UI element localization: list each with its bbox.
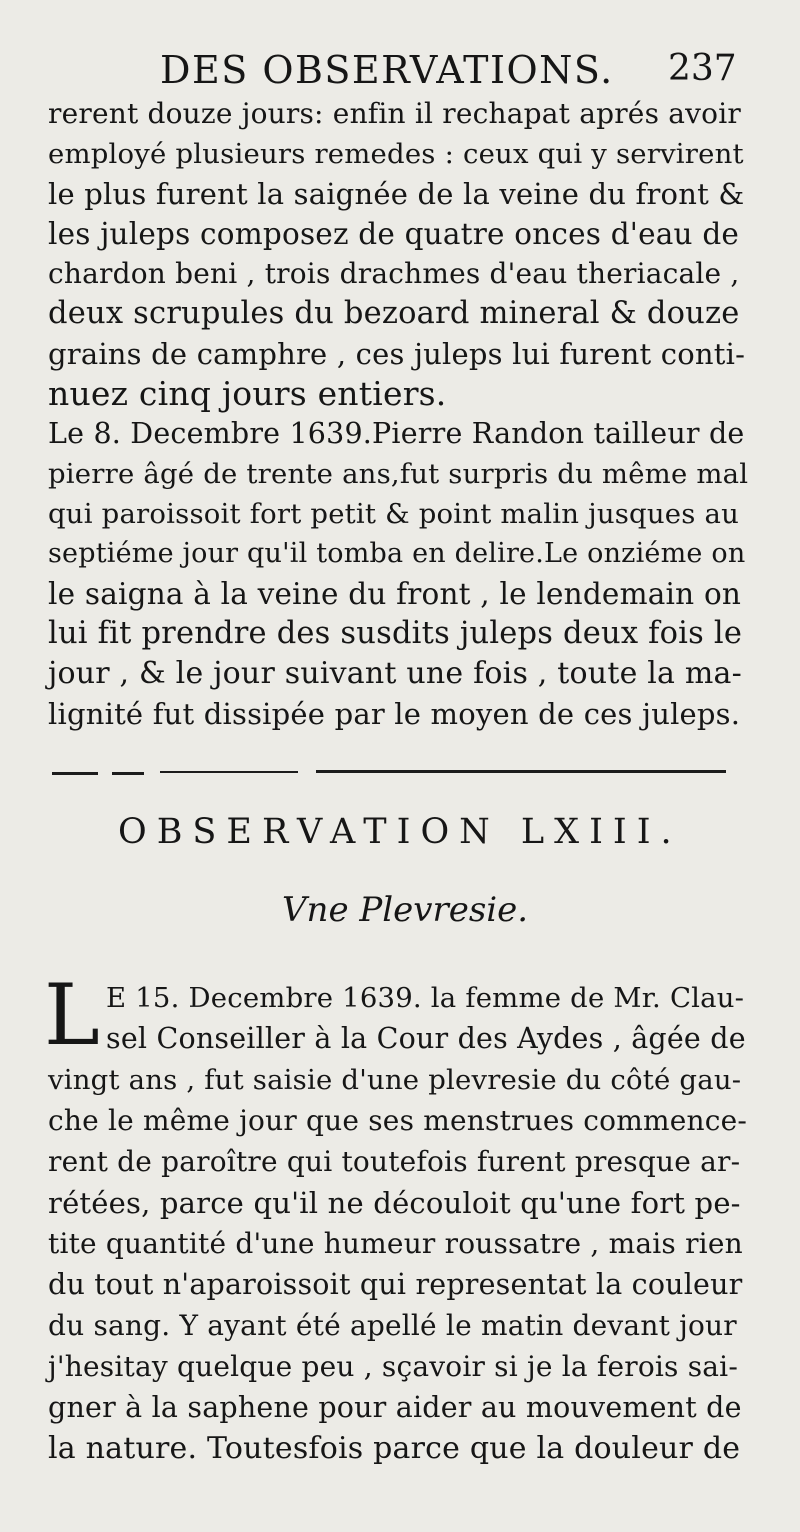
text-line: septiéme jour qu'il tomba en delire.Le onziéme on (48, 538, 746, 569)
text-line: le plus furent la saignée de la veine du front & (48, 177, 745, 211)
text-line: deux scrupules du bezoard mineral & douze (48, 296, 740, 331)
text-line: du sang. Y ayant été apellé le matin devant jour (48, 1309, 737, 1342)
divider-segment (316, 770, 726, 773)
text-line: lignité fut dissipée par le moyen de ces juleps. (48, 697, 741, 731)
text-line: j'hesitay quelque peu , sçavoir si je la ferois sai- (48, 1350, 738, 1383)
text-line: pierre âgé de trente ans,fut surpris du même mal (48, 458, 749, 490)
text-line: rent de paroître qui toutefois furent presque ar- (48, 1145, 741, 1178)
text-line: grains de camphre , ces juleps lui furent conti- (48, 337, 746, 371)
text-line: les juleps composez de quatre onces d'eau de (48, 217, 740, 251)
text-line: le saigna à la veine du front , le lendemain on (48, 577, 742, 611)
text-line: E 15. Decembre 1639. la femme de Mr. Clau- (106, 982, 745, 1014)
text-line: employé plusieurs remedes : ceux qui y servirent (48, 138, 744, 170)
text-line: nuez cinq jours entiers. (48, 374, 447, 413)
running-title: DES OBSERVATIONS. (160, 48, 614, 92)
text-line: chardon beni , trois drachmes d'eau theriacale , (48, 257, 740, 290)
text-line: jour , & le jour suivant une fois , toute la ma- (48, 656, 742, 691)
observation-subtitle: Vne Plevresie. (282, 890, 529, 930)
observation-heading: OBSERVATION LXIII. (118, 812, 682, 852)
text-line: lui fit prendre des susdits juleps deux fois le (48, 616, 743, 651)
text-line: du tout n'aparoissoit qui representat la couleur (48, 1268, 743, 1301)
drop-cap: L (44, 966, 100, 1064)
text-line: che le même jour que ses menstrues commence- (48, 1104, 748, 1137)
text-line: rétées, parce qu'il ne découloit qu'une fort pe- (48, 1186, 741, 1220)
page-number: 237 (668, 48, 737, 89)
text-line: la nature. Toutesfois parce que la douleur de (48, 1431, 741, 1466)
text-line: sel Conseiller à la Cour des Aydes , âgée de (106, 1022, 746, 1055)
text-line: Le 8. Decembre 1639.Pierre Randon tailleur de (48, 417, 745, 450)
text-line: gner à la saphene pour aider au mouvement de (48, 1391, 742, 1424)
text-line: vingt ans , fut saisie d'une plevresie du côté gau- (48, 1064, 742, 1096)
divider-segment (160, 771, 298, 773)
divider-segment (52, 772, 98, 775)
text-line: rerent douze jours: enfin il rechapat aprés avoir (48, 97, 741, 130)
divider-segment (112, 772, 144, 775)
text-line: qui paroissoit fort petit & point malin jusques au (48, 498, 740, 530)
text-line: tite quantité d'une humeur roussatre , mais rien (48, 1227, 743, 1260)
